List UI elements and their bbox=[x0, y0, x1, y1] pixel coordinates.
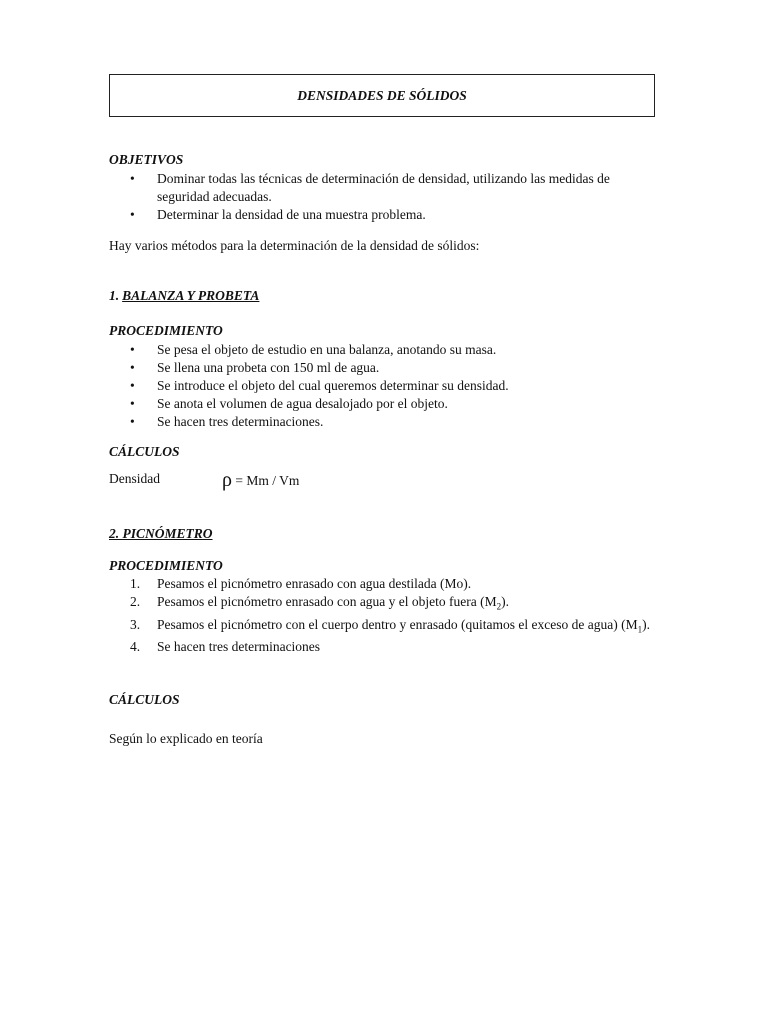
intro-text: Hay varios métodos para la determinación de la densidad de sólidos: bbox=[109, 238, 480, 253]
density-formula bbox=[222, 468, 299, 491]
text-part: Pesamos el picnómetro con el cuerpo dentro y enrasado (quitamos el exceso de agua) (M bbox=[157, 616, 638, 632]
objetivos-list bbox=[130, 170, 660, 224]
list-item-text: Dominar todas las técnicas de determinación de densidad, utilizando las medidas de seguridad adecuadas. bbox=[157, 171, 610, 204]
list-item-text: Se hacen tres determinaciones. bbox=[157, 414, 324, 429]
bullet: • bbox=[130, 171, 135, 186]
list-item bbox=[130, 395, 660, 413]
bullet: • bbox=[130, 360, 135, 375]
formula-label: Densidad bbox=[109, 471, 160, 486]
list-item-text: Se introduce el objeto del cual queremos determinar su densidad. bbox=[157, 378, 509, 393]
list-item bbox=[130, 377, 660, 395]
list-item-text: Se anota el volumen de agua desalojado por el objeto. bbox=[157, 396, 448, 411]
subscript: 1 bbox=[637, 624, 643, 635]
list-number: 3. bbox=[130, 616, 141, 632]
list-item-text bbox=[157, 616, 660, 639]
section2-calculos-heading: CÁLCULOS bbox=[109, 692, 180, 707]
list-item bbox=[130, 638, 660, 656]
list-item bbox=[130, 616, 660, 639]
list-item-text bbox=[157, 593, 660, 616]
bullet: • bbox=[130, 396, 135, 411]
list-item bbox=[130, 593, 660, 616]
list-item-text: Determinar la densidad de una muestra problema. bbox=[157, 207, 426, 222]
list-number: 2. bbox=[130, 594, 141, 609]
list-item bbox=[130, 413, 660, 431]
objetivos-heading: OBJETIVOS bbox=[109, 152, 184, 167]
section2-calculos-text: Según lo explicado en teoría bbox=[109, 731, 263, 746]
bullet: • bbox=[130, 207, 135, 222]
section1-title: BALANZA Y PROBETA bbox=[122, 288, 260, 303]
list-item bbox=[130, 206, 660, 224]
text-part: ). bbox=[642, 616, 650, 632]
bullet: • bbox=[130, 342, 135, 357]
section1-procedimiento-list bbox=[130, 341, 660, 431]
section2-heading: 2. PICNÓMETRO bbox=[109, 526, 213, 541]
list-number: 4. bbox=[130, 639, 141, 655]
title-box bbox=[109, 74, 655, 117]
text-part: Pesamos el picnómetro enrasado con agua y el objeto fuera (M bbox=[157, 594, 497, 609]
section2-procedimiento-list bbox=[130, 575, 660, 656]
section1-number: 1. bbox=[109, 288, 120, 303]
list-item-text: Se pesa el objeto de estudio en una balanza, anotando su masa. bbox=[157, 342, 497, 357]
subscript: 2 bbox=[496, 601, 502, 612]
list-item bbox=[130, 575, 660, 593]
list-item bbox=[130, 341, 660, 359]
section1-heading bbox=[109, 288, 259, 304]
list-item-text: Se llena una probeta con 150 ml de agua. bbox=[157, 360, 380, 375]
bullet: • bbox=[130, 378, 135, 393]
list-item bbox=[130, 170, 660, 206]
bullet: • bbox=[130, 414, 135, 429]
list-number: 1. bbox=[130, 576, 141, 591]
list-item-text: Se hacen tres determinaciones bbox=[157, 639, 321, 655]
section2-procedimiento-heading: PROCEDIMIENTO bbox=[109, 558, 223, 573]
section1-procedimiento-heading: PROCEDIMIENTO bbox=[109, 323, 223, 338]
formula-text: = Mm / Vm bbox=[235, 473, 300, 488]
list-item-text: Pesamos el picnómetro enrasado con agua destilada (Mo). bbox=[157, 576, 472, 591]
rho-symbol: ρ bbox=[222, 469, 232, 491]
text-part: ). bbox=[501, 594, 510, 609]
document-title: DENSIDADES DE SÓLIDOS bbox=[297, 87, 467, 103]
list-item bbox=[130, 359, 660, 377]
section1-calculos-heading: CÁLCULOS bbox=[109, 444, 180, 459]
